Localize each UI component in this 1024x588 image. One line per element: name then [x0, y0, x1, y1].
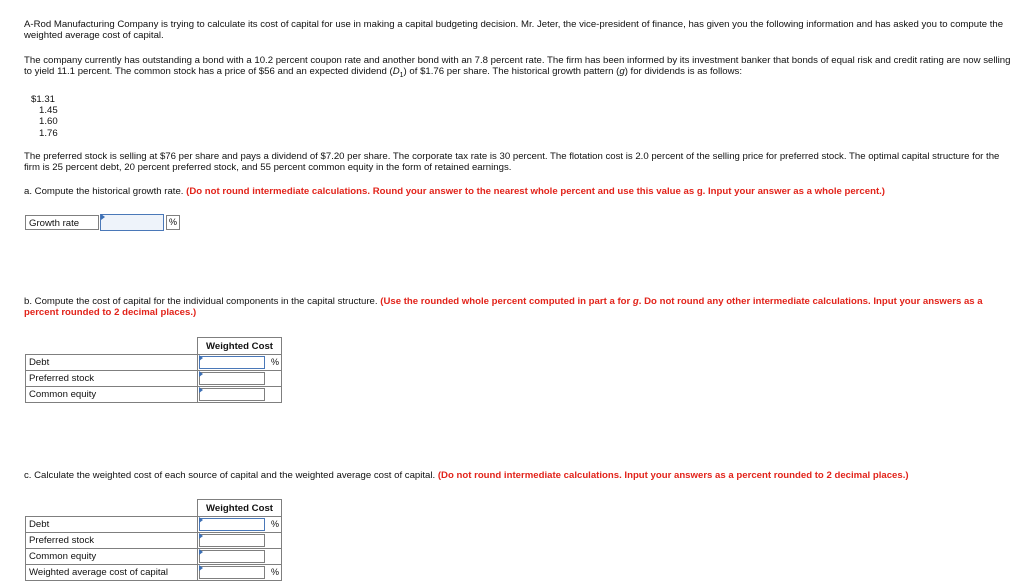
input-marker-icon — [101, 214, 105, 220]
input-marker-icon — [199, 517, 203, 523]
part-c-prompt: c. Calculate the weighted cost of each source of capital and the weighted average cost of capital. — [24, 470, 436, 481]
percent-unit: % — [166, 215, 180, 230]
wacc-input[interactable] — [198, 565, 282, 581]
intro-paragraph: A-Rod Manufacturing Company is trying to calculate its cost of capital for use in making a capital budgeting decision. Mr. Jeter, the vice-president of finance, has given you the following information and has asked you to compute the weighted average cost of capital. — [24, 19, 1004, 42]
info-text-1: The company currently has outstanding a bond with a 10.2 percent coupon rate and another bond with an 7.8 percent rate. The firm has been informed by its investment banker that bonds of equal risk and credit rating are now selling to yield 11.1 percent. The common stock has a price of $56 and an expected dividend ( — [24, 55, 1011, 78]
part-a-instruction: (Do not round intermediate calculations. Round your answer to the nearest whole percent and use this value as g. Input your answer as a whole percent.) — [186, 186, 886, 197]
part-b-table — [25, 337, 282, 403]
part-b-instruction-g: g — [632, 296, 639, 307]
info-d-subscript: 1 — [399, 72, 404, 80]
table-row — [26, 533, 282, 549]
growth-rate-input[interactable] — [100, 214, 164, 231]
common-equity-cost-input[interactable] — [198, 387, 282, 403]
input-marker-icon — [199, 533, 203, 539]
table-row — [26, 517, 282, 533]
dividend-value: $1.31 — [31, 94, 56, 105]
row-label-debt: Debt — [26, 355, 198, 371]
debt-cost-input[interactable] — [198, 355, 282, 371]
preferred-paragraph: The preferred stock is selling at $76 per share and pays a dividend of $7.20 per share. The corporate tax rate is 30 percent. The flotation cost is 2.0 percent of the selling price for preferred stock. The optimal capital structure for the firm is 25 percent debt, 20 percent preferred stock, and 55 percent common equity in the form of retained earnings. — [24, 151, 1000, 174]
info-text-2: ) of $1.76 per share. The historical growth pattern ( — [403, 66, 620, 78]
percent-unit: % — [270, 357, 279, 367]
info-g: g — [619, 66, 625, 78]
preferred-cost-input[interactable] — [198, 371, 282, 387]
common-equity-weighted-input[interactable] — [198, 549, 282, 565]
part-b-instruction-2: . Do not round any other intermediate calculations. Input your answers as a percent rounded to 2 decimal places.) — [24, 296, 983, 319]
input-marker-icon — [199, 549, 203, 555]
row-label-preferred-stock: Preferred stock — [26, 371, 198, 387]
cell-input-box[interactable] — [199, 518, 265, 531]
dividend-history — [31, 94, 58, 139]
input-marker-icon — [199, 387, 203, 393]
input-marker-icon — [199, 565, 203, 571]
part-c-instruction: (Do not round intermediate calculations. Input your answers as a percent rounded to 2 decimal places.) — [437, 470, 909, 481]
percent-unit: % — [270, 519, 279, 529]
dividend-value: 1.60 — [39, 116, 58, 128]
cell-input-box[interactable] — [199, 550, 265, 563]
cell-input-box[interactable] — [199, 388, 265, 401]
table-row — [26, 565, 282, 581]
table-row — [26, 355, 282, 371]
cell-input-box[interactable] — [199, 566, 265, 579]
weighted-cost-header: Weighted Cost — [198, 338, 282, 355]
row-label-wacc: Weighted average cost of capital — [26, 565, 198, 581]
dividend-value: 1.76 — [39, 127, 58, 139]
cell-input-box[interactable] — [199, 534, 265, 547]
row-label-common-equity: Common equity — [26, 387, 198, 403]
info-text-3: ) for dividends is as follows: — [624, 66, 742, 78]
weighted-cost-header: Weighted Cost — [198, 500, 282, 517]
info-d: D — [392, 66, 400, 78]
cell-input-box[interactable] — [199, 372, 265, 385]
part-c-question — [24, 470, 1014, 481]
part-c-table — [25, 499, 282, 581]
part-b-prompt: b. Compute the cost of capital for the individual components in the capital structure. — [24, 296, 378, 307]
row-label-preferred-stock: Preferred stock — [26, 533, 198, 549]
part-a-prompt: a. Compute the historical growth rate. — [24, 186, 184, 197]
input-marker-icon — [199, 371, 203, 377]
row-label-debt: Debt — [26, 517, 198, 533]
part-b-instruction-1: (Use the rounded whole percent computed in part a for — [380, 296, 633, 307]
header-spacer — [26, 500, 198, 517]
table-row — [26, 387, 282, 403]
dividend-value: 1.45 — [39, 105, 58, 117]
info-paragraph — [24, 55, 1014, 82]
debt-weighted-input[interactable] — [198, 517, 282, 533]
header-spacer — [26, 338, 198, 355]
table-row — [26, 371, 282, 387]
preferred-weighted-input[interactable] — [198, 533, 282, 549]
table-row — [26, 549, 282, 565]
row-label-common-equity: Common equity — [26, 549, 198, 565]
percent-unit: % — [270, 567, 279, 577]
growth-rate-label: Growth rate — [25, 215, 99, 230]
cell-input-box[interactable] — [199, 356, 265, 369]
part-b-question — [24, 296, 1014, 319]
part-a-question — [24, 186, 1014, 197]
input-marker-icon — [199, 355, 203, 361]
